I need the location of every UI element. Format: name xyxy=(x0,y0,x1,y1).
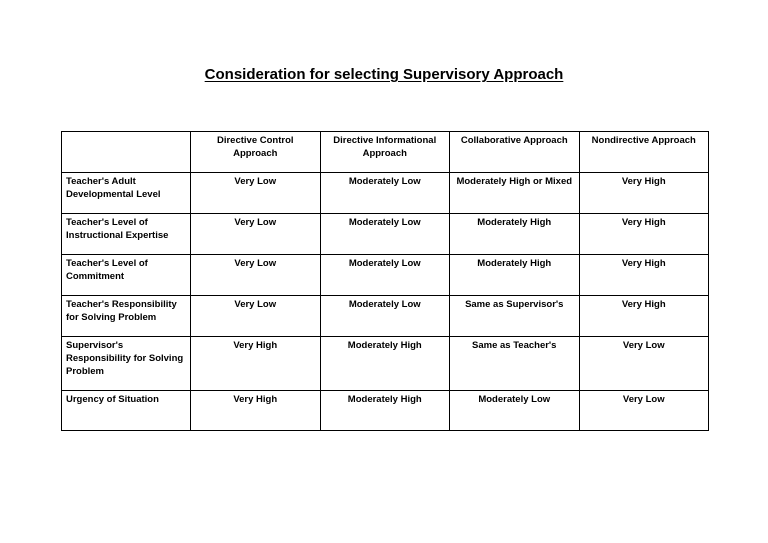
table-cell: Same as Supervisor's xyxy=(450,296,580,337)
table-cell: Very High xyxy=(579,255,709,296)
table-cell: Very High xyxy=(579,214,709,255)
table-header-row xyxy=(62,132,709,173)
table-cell: Moderately Low xyxy=(450,391,580,431)
table-cell: Moderately High xyxy=(320,337,450,391)
document-title-text: Consideration for selecting Supervisory Approach xyxy=(204,66,564,83)
header-directive-control: Directive Control Approach xyxy=(191,132,321,173)
table-cell: Moderately Low xyxy=(320,255,450,296)
table-row xyxy=(62,337,709,391)
header-cell-empty xyxy=(62,132,191,173)
table-cell: Very Low xyxy=(191,255,321,296)
table-cell: Very High xyxy=(191,391,321,431)
table-cell: Moderately High xyxy=(320,391,450,431)
row-label: Teacher's Responsibility for Solving Problem xyxy=(62,296,191,337)
row-label: Urgency of Situation xyxy=(62,391,191,431)
row-label: Supervisor's Responsibility for Solving Problem xyxy=(62,337,191,391)
table-cell: Moderately High xyxy=(450,255,580,296)
row-label: Teacher's Level of Instructional Expertise xyxy=(62,214,191,255)
table-cell: Moderately High or Mixed xyxy=(450,173,580,214)
document-title xyxy=(0,66,768,83)
table-row xyxy=(62,173,709,214)
row-label: Teacher's Level of Commitment xyxy=(62,255,191,296)
row-label: Teacher's Adult Developmental Level xyxy=(62,173,191,214)
table-cell: Very Low xyxy=(191,214,321,255)
header-collaborative: Collaborative Approach xyxy=(450,132,580,173)
header-nondirective: Nondirective Approach xyxy=(579,132,709,173)
table-cell: Moderately Low xyxy=(320,173,450,214)
table-cell: Very High xyxy=(579,296,709,337)
table-row xyxy=(62,214,709,255)
table-cell: Very High xyxy=(579,173,709,214)
table-cell: Moderately High xyxy=(450,214,580,255)
table-cell: Same as Teacher's xyxy=(450,337,580,391)
table-row xyxy=(62,255,709,296)
table-cell: Very Low xyxy=(191,296,321,337)
table-row xyxy=(62,391,709,431)
table-cell: Very High xyxy=(191,337,321,391)
header-directive-informational: Directive Informational Approach xyxy=(320,132,450,173)
table-cell: Very Low xyxy=(191,173,321,214)
table-row xyxy=(62,296,709,337)
table-cell: Very Low xyxy=(579,391,709,431)
table-cell: Moderately Low xyxy=(320,296,450,337)
table-cell: Moderately Low xyxy=(320,214,450,255)
supervisory-approach-table xyxy=(61,131,709,431)
table-cell: Very Low xyxy=(579,337,709,391)
